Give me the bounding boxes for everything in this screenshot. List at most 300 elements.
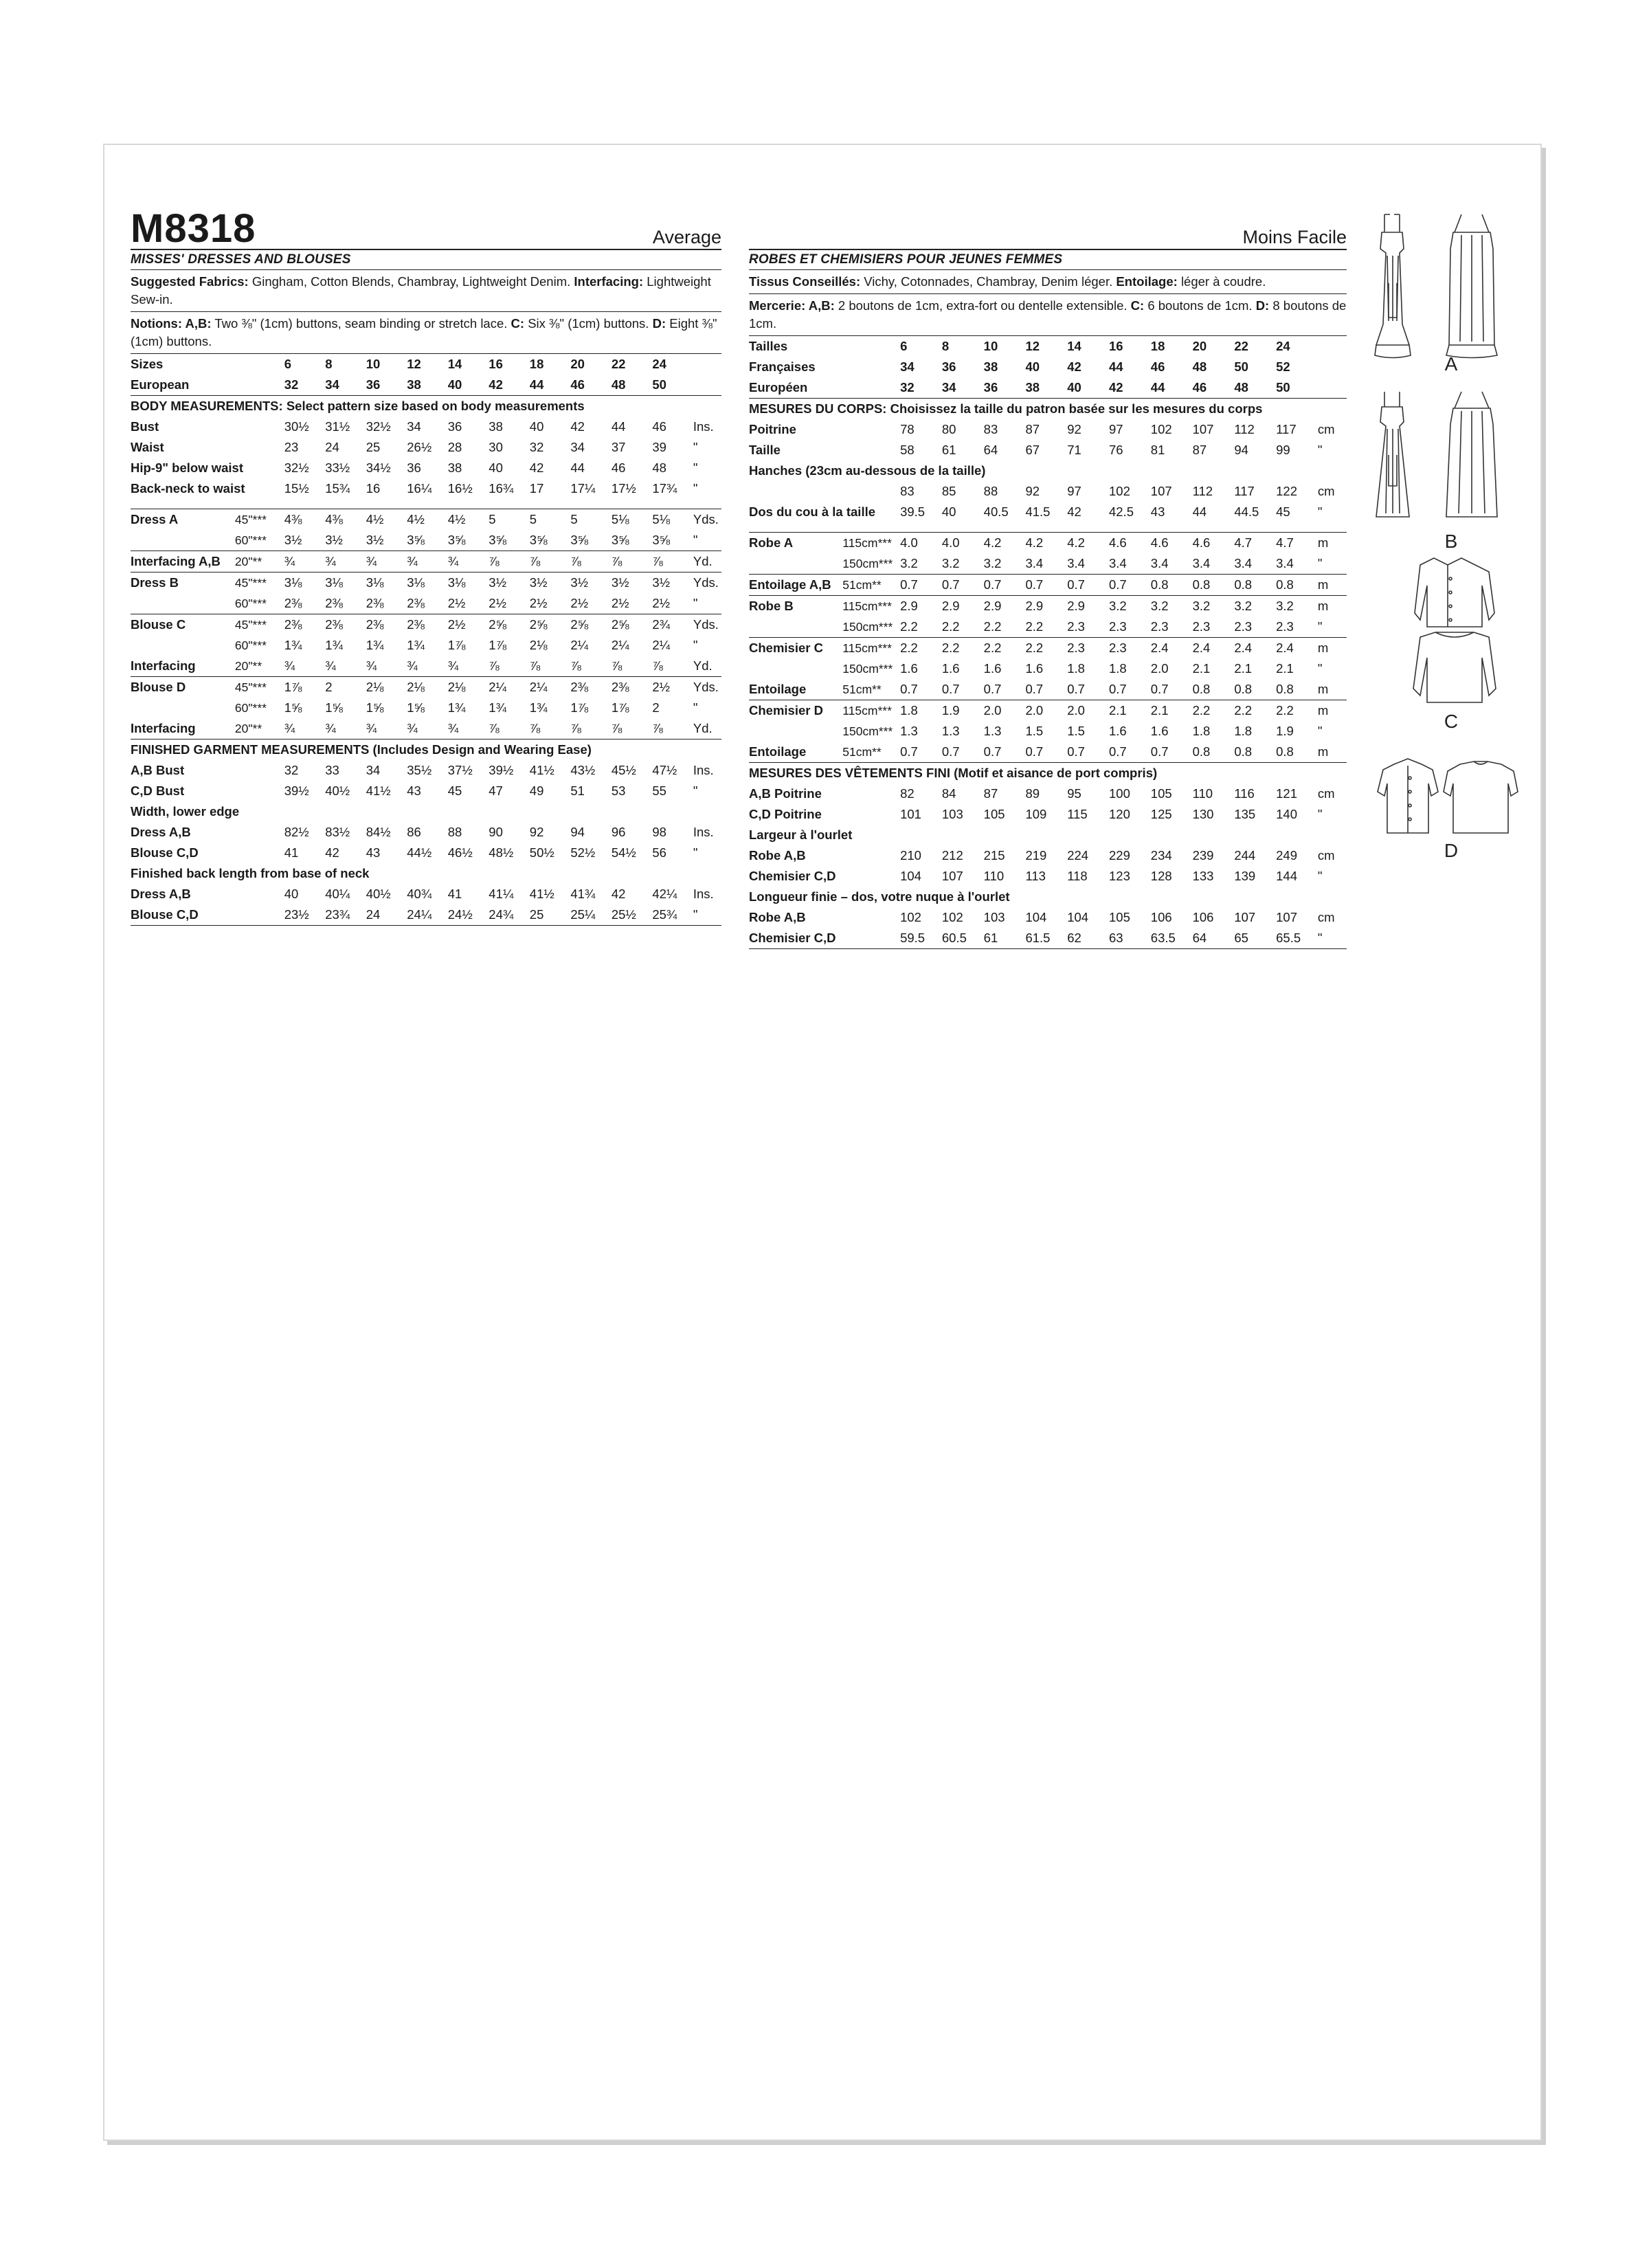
fr-finished-label: Largeur à l'ourlet <box>749 827 853 842</box>
fr-yardage-label <box>749 553 842 575</box>
fr-yardage-cell: 3.2 <box>1276 599 1294 613</box>
fr-yardage-row <box>749 553 1347 575</box>
en-yardage-table <box>131 677 721 740</box>
fr-yardage-cell: 0.7 <box>983 577 1002 592</box>
fr-size-cell: 6 <box>900 339 908 353</box>
fr-yardage-label: Robe B <box>749 599 794 613</box>
fr-yardage-cell: 0.7 <box>900 577 918 592</box>
fr-finished-cell: 229 <box>1109 848 1130 863</box>
en-yardage-cell: ⅞ <box>570 658 581 673</box>
fr-body-cell: 76 <box>1109 443 1123 457</box>
fr-yardage-cell: 3.2 <box>1234 599 1253 613</box>
fr-fabric-width: 115cm*** <box>842 704 892 718</box>
fr-yardage-unit: m <box>1317 744 1329 759</box>
fr-unit-cell <box>1318 336 1347 357</box>
notions-c-text: Six ⅜" (1cm) buttons. <box>528 316 649 331</box>
fr-finished-cell: 105 <box>983 807 1005 821</box>
fr-yardage-cell: 2.2 <box>900 641 918 655</box>
fr-size-cell: 14 <box>1067 339 1081 353</box>
en-yardage-cell: 3½ <box>611 575 629 590</box>
fr-size-row <box>749 336 1347 357</box>
en-size-label: Sizes <box>131 357 164 371</box>
fr-yardage-cell: 0.7 <box>1109 682 1127 696</box>
fr-yardage-cell: 2.3 <box>1234 619 1253 634</box>
en-yardage-label: Interfacing <box>131 658 196 673</box>
en-yardage-label <box>131 635 235 656</box>
fr-yardage-row <box>749 679 1347 700</box>
fr-yardage-row <box>749 742 1347 763</box>
fr-finished-cell: 210 <box>900 848 921 863</box>
en-yardage-cell: 1¾ <box>447 700 466 715</box>
view-c-back-sketch <box>1413 632 1496 702</box>
notions-text-fr: 2 boutons de 1cm, extra-fort ou dentelle extensible. <box>838 298 1128 313</box>
fr-size-cell: 46 <box>1192 380 1207 394</box>
en-yardage-cell: 2⅝ <box>489 617 506 632</box>
en-yardage-cell: ¾ <box>325 554 336 568</box>
en-yardage-cell: 2¼ <box>489 680 506 694</box>
en-yardage-cell: 1¾ <box>366 638 384 652</box>
fr-fabric-width: 115cm*** <box>842 536 892 550</box>
en-body-title: BODY MEASUREMENTS: Select pattern size based on body measurements <box>131 399 585 413</box>
fr-yardage-cell: 0.8 <box>1234 682 1253 696</box>
fr-yardage-cell: 2.2 <box>983 619 1002 634</box>
fr-size-cell: 52 <box>1276 359 1290 374</box>
en-yardage-cell: ¾ <box>325 721 336 735</box>
en-fabric-width: 45"*** <box>234 680 267 694</box>
fr-finished-unit: cm <box>1317 848 1335 863</box>
en-finished-cell: 39½ <box>489 763 514 777</box>
notions <box>131 312 721 354</box>
fr-yardage-cell: 2.9 <box>900 599 918 613</box>
en-yardage-row <box>131 656 721 677</box>
en-finished-cell: 47½ <box>652 763 677 777</box>
en-yardage-cell: ⅞ <box>611 658 622 673</box>
en-body-label: Hip-9" below waist <box>131 460 243 475</box>
en-finished-cell: 83½ <box>325 825 350 839</box>
en-body-cell: 34 <box>570 440 585 454</box>
fr-yardage-cell: 4.7 <box>1276 535 1294 550</box>
fr-unit-cell <box>1318 377 1347 399</box>
view-c-letter: C <box>1444 711 1459 732</box>
en-yardage-cell: ¾ <box>284 554 295 568</box>
fr-finished-unit: " <box>1317 807 1323 821</box>
en-yardage-cell: ¾ <box>284 658 295 673</box>
en-yardage-cell: 4⅜ <box>325 512 343 526</box>
fr-yardage-cell: 2.1 <box>1109 703 1127 718</box>
fr-finished-label: C,D Poitrine <box>749 807 822 821</box>
en-finished-cell: 53 <box>611 783 626 798</box>
en-yardage-row <box>131 509 721 530</box>
fr-yardage-cell: 2.9 <box>941 599 960 613</box>
fr-finished-cell: 100 <box>1109 786 1130 801</box>
en-yardage-cell: ¾ <box>447 554 459 568</box>
en-body-cell: 16¾ <box>489 481 514 496</box>
fr-body-cell: 71 <box>1067 443 1081 457</box>
en-finished-unit: " <box>693 907 698 922</box>
en-finished-cell: 40 <box>284 887 299 901</box>
en-size-cell: 42 <box>489 377 503 392</box>
en-body-cell: 32½ <box>366 419 391 434</box>
en-yardage-cell: 3⅝ <box>447 533 466 547</box>
en-body-unit: " <box>693 481 698 496</box>
fr-yardage-unit: m <box>1317 641 1329 655</box>
en-yardage-cell: ¾ <box>407 554 418 568</box>
en-fabric-width: 45"*** <box>234 618 267 632</box>
en-size-cell: 24 <box>652 357 666 371</box>
fr-size-cell: 22 <box>1234 339 1248 353</box>
fr-size-cell: 16 <box>1109 339 1123 353</box>
en-finished-cell: 43 <box>366 845 381 860</box>
en-yardage-row <box>131 614 721 635</box>
fr-body-table <box>749 399 1347 533</box>
fr-body-cell: 83 <box>900 484 915 498</box>
en-finished-cell: 35½ <box>407 763 432 777</box>
en-yardage-cell: 2½ <box>652 596 671 610</box>
en-finished-unit: " <box>693 783 698 798</box>
fr-finished-cell: 110 <box>983 869 1005 883</box>
en-yardage-label: Interfacing <box>131 721 196 735</box>
fr-finished-cell: 84 <box>941 786 956 801</box>
fr-size-cell: 50 <box>1276 380 1290 394</box>
en-yardage-label: Dress B <box>131 575 179 590</box>
en-body-cell: 39 <box>652 440 666 454</box>
fr-body-cell: 117 <box>1276 422 1297 436</box>
fr-finished-cell: 110 <box>1192 786 1213 801</box>
en-yardage-cell: 1¾ <box>284 638 302 652</box>
en-yardage-cell: 2⅜ <box>325 617 343 632</box>
en-yardage-cell: 1⅝ <box>407 700 425 715</box>
fr-yardage-unit: " <box>1317 661 1323 676</box>
en-body-label: Back-neck to waist <box>131 481 245 496</box>
en-finished-unit: Ins. <box>693 825 714 839</box>
fr-size-cell: 44 <box>1109 359 1123 374</box>
en-body-cell: 44 <box>570 460 585 475</box>
en-finished-cell: 49 <box>529 783 544 798</box>
en-yardage-unit: Yd. <box>693 721 713 735</box>
french-tables <box>749 336 1347 949</box>
en-yardage-cell: 1¾ <box>529 700 548 715</box>
en-body-cell: 36 <box>407 460 421 475</box>
en-finished-cell: 51 <box>570 783 585 798</box>
fr-size-label: Françaises <box>749 359 816 374</box>
en-finished-cell: 43 <box>407 783 421 798</box>
fr-finished-cell: 106 <box>1192 910 1214 924</box>
fr-yardage-cell: 2.4 <box>1276 641 1294 655</box>
fr-finished-cell: 103 <box>983 910 1005 924</box>
en-yardage-cell: 3⅛ <box>284 575 302 590</box>
en-yardage-cell: 2½ <box>570 596 589 610</box>
fr-yardage-cell: 0.8 <box>1276 744 1294 759</box>
english-tables <box>131 354 721 926</box>
fr-yardage-cell: 0.8 <box>1234 577 1253 592</box>
fr-fabric-width: 150cm*** <box>842 662 893 676</box>
en-body-unit: " <box>693 460 698 475</box>
en-finished-cell: 48½ <box>489 845 514 860</box>
en-body-cell: 17½ <box>611 481 636 496</box>
fr-yardage-cell: 1.3 <box>900 724 918 738</box>
fr-yardage-cell: 0.7 <box>1150 744 1169 759</box>
en-yardage-cell: ⅞ <box>489 721 500 735</box>
en-yardage-cell: 3½ <box>652 575 671 590</box>
fr-body-cell: 94 <box>1234 443 1248 457</box>
en-body-cell: 16¼ <box>407 481 432 496</box>
en-body-table <box>131 396 721 509</box>
fr-finished-cell: 61 <box>983 931 998 945</box>
fr-yardage-cell: 0.7 <box>1025 744 1044 759</box>
fr-yardage-row <box>749 575 1347 596</box>
en-yardage-cell: 3⅛ <box>325 575 343 590</box>
fr-yardage-row <box>749 700 1347 721</box>
en-yardage-cell: 2⅛ <box>447 680 466 694</box>
view-b-back-sketch <box>1446 392 1497 517</box>
fr-finished-cell: 130 <box>1192 807 1214 821</box>
fr-yardage-table <box>749 700 1347 763</box>
fr-finished-cell: 139 <box>1234 869 1256 883</box>
fr-yardage-cell: 4.0 <box>900 535 918 550</box>
fr-size-cell: 24 <box>1276 339 1290 353</box>
fr-body-cell: 102 <box>1109 484 1130 498</box>
en-yardage-unit: " <box>693 596 698 610</box>
fr-yardage-cell: 0.7 <box>1109 744 1127 759</box>
fr-body-cell: 107 <box>1150 484 1172 498</box>
fr-yardage-cell: 0.7 <box>1109 577 1127 592</box>
en-yardage-cell: 2¼ <box>652 638 671 652</box>
en-yardage-cell: 2½ <box>447 617 466 632</box>
en-yardage-cell: 2⅜ <box>284 617 302 632</box>
en-finished-cell: 23½ <box>284 907 309 922</box>
en-body-cell: 32 <box>529 440 544 454</box>
en-finished-cell: 42 <box>611 887 626 901</box>
fr-yardage-cell: 3.4 <box>1234 556 1253 570</box>
en-yardage-cell: 3⅝ <box>611 533 629 547</box>
fr-yardage-cell: 1.8 <box>900 703 918 718</box>
fr-spacer-cell <box>749 522 1347 533</box>
fr-body-cell: 61 <box>941 443 956 457</box>
fr-unit-cell <box>1318 357 1347 377</box>
fr-finished-cell: 125 <box>1150 807 1172 821</box>
english-column <box>131 208 721 926</box>
fr-yardage-row <box>749 658 1347 679</box>
fr-finished-cell: 123 <box>1109 869 1130 883</box>
en-yardage-row <box>131 718 721 740</box>
en-yardage-cell: 3⅝ <box>570 533 589 547</box>
en-body-cell: 33½ <box>325 460 350 475</box>
en-finished-cell: 45 <box>447 783 462 798</box>
en-finished-cell: 25¾ <box>652 907 677 922</box>
en-finished-row <box>131 904 721 926</box>
en-finished-cell: 24¾ <box>489 907 514 922</box>
fr-size-cell: 42 <box>1109 380 1123 394</box>
fr-body-cell: 42 <box>1067 504 1081 519</box>
fr-body-cell: 107 <box>1192 422 1214 436</box>
fr-size-cell: 38 <box>983 359 998 374</box>
fr-yardage-label: Entoilage <box>749 744 807 759</box>
en-yardage-cell: 3½ <box>366 533 384 547</box>
en-yardage-cell: ⅞ <box>529 721 541 735</box>
en-yardage-label <box>131 530 235 551</box>
en-yardage-cell: ⅞ <box>529 658 541 673</box>
fr-yardage-cell: 0.8 <box>1276 577 1294 592</box>
en-yardage-cell: 3½ <box>570 575 589 590</box>
fr-finished-cell: 244 <box>1234 848 1256 863</box>
fr-finished-cell: 128 <box>1150 869 1172 883</box>
fr-finished-cell: 212 <box>941 848 963 863</box>
en-yardage-cell: 3⅝ <box>489 533 506 547</box>
view-b-letter: B <box>1444 531 1458 552</box>
en-yardage-cell: 2½ <box>529 596 548 610</box>
en-yardage-cell: ¾ <box>447 721 459 735</box>
en-yardage-unit: " <box>693 638 698 652</box>
en-body-cell: 44 <box>611 419 626 434</box>
en-size-cell: 6 <box>284 357 291 371</box>
en-yardage-cell: 2⅜ <box>407 596 425 610</box>
fr-body-cell: 43 <box>1150 504 1165 519</box>
en-finished-cell: 40½ <box>366 887 391 901</box>
fr-finished-cell: 63 <box>1109 931 1123 945</box>
en-yardage-cell: ⅞ <box>611 721 622 735</box>
fr-body-cell: 58 <box>900 443 915 457</box>
fr-yardage-cell: 4.2 <box>1067 535 1085 550</box>
en-finished-cell: 88 <box>447 825 462 839</box>
en-finished-label: Blouse C,D <box>131 907 199 922</box>
en-body-label: Waist <box>131 440 164 454</box>
en-finished-unit: " <box>693 845 698 860</box>
en-size-row <box>131 354 721 375</box>
en-finished-cell: 40¾ <box>407 887 432 901</box>
en-body-cell: 34½ <box>366 460 391 475</box>
fr-finished-cell: 105 <box>1109 910 1130 924</box>
tissus-conseilles <box>749 270 1347 294</box>
view-c-front-sketch <box>1415 558 1494 627</box>
en-yardage-cell: 2¾ <box>652 617 671 632</box>
en-finished-row <box>131 760 721 781</box>
en-yardage-cell: 2⅜ <box>570 680 589 694</box>
fr-finished-cell: 107 <box>1276 910 1297 924</box>
fr-body-cell: 44 <box>1192 504 1207 519</box>
en-body-label: Bust <box>131 419 159 434</box>
garment-sketches <box>1372 208 1530 1025</box>
en-finished-cell: 41 <box>284 845 299 860</box>
en-body-cell: 38 <box>447 460 462 475</box>
fr-yardage-row <box>749 616 1347 638</box>
en-yardage-cell: 5⅛ <box>611 512 629 526</box>
en-finished-cell: 52½ <box>570 845 596 860</box>
en-yardage-unit: Yds. <box>693 512 719 526</box>
fr-finished-cell: 140 <box>1276 807 1297 821</box>
en-yardage-cell: 2⅜ <box>611 680 629 694</box>
en-yardage-label: Dress A <box>131 512 179 526</box>
fr-finished-cell: 109 <box>1025 807 1047 821</box>
fr-yardage-cell: 2.3 <box>1276 619 1294 634</box>
fr-body-unit: cm <box>1317 422 1335 436</box>
en-yardage-cell: 2⅜ <box>284 596 302 610</box>
fr-body-label: Dos du cou à la taille <box>749 504 876 519</box>
fr-finished-row <box>749 845 1347 866</box>
en-yardage-cell: 5 <box>489 512 496 526</box>
fr-yardage-cell: 3.2 <box>1150 599 1169 613</box>
fr-body-cell: 87 <box>1192 443 1207 457</box>
fr-yardage-label: Chemisier C <box>749 641 823 655</box>
en-yardage-cell: 1⅞ <box>570 700 589 715</box>
en-sizes-table <box>131 354 721 396</box>
en-size-cell: 46 <box>570 377 585 392</box>
en-fabric-width: 20"** <box>234 722 262 735</box>
fr-yardage-unit: m <box>1317 535 1329 550</box>
en-body-cell: 15½ <box>284 481 309 496</box>
en-finished-row <box>131 822 721 843</box>
fr-fabric-width: 51cm** <box>842 745 882 759</box>
fr-yardage-cell: 2.1 <box>1276 661 1294 676</box>
fr-body-cell: 112 <box>1192 484 1213 498</box>
en-yardage-cell: ⅞ <box>652 658 663 673</box>
en-yardage-cell: ⅞ <box>652 721 663 735</box>
en-fabric-width: 45"*** <box>234 513 267 526</box>
en-yardage-cell: 1⅞ <box>284 680 302 694</box>
en-yardage-row <box>131 593 721 614</box>
fr-yardage-row <box>749 721 1347 742</box>
fr-yardage-cell: 0.7 <box>941 682 960 696</box>
en-finished-cell: 55 <box>652 783 666 798</box>
fr-yardage-cell: 1.6 <box>900 661 918 676</box>
en-yardage-table <box>131 614 721 677</box>
en-finished-title: FINISHED GARMENT MEASUREMENTS (Includes Design and Wearing Ease) <box>131 742 592 757</box>
fr-body-unit: " <box>1317 504 1323 519</box>
fr-yardage-cell: 1.8 <box>1192 724 1211 738</box>
en-yardage-cell: 2¼ <box>529 680 548 694</box>
en-finished-cell: 37½ <box>447 763 473 777</box>
en-yardage-cell: 2⅝ <box>529 617 548 632</box>
fr-body-cell: 78 <box>900 422 915 436</box>
en-yardage-cell: 2 <box>652 700 660 715</box>
en-finished-label: A,B Bust <box>131 763 185 777</box>
fr-body-cell: 99 <box>1276 443 1290 457</box>
en-yardage-cell: ¾ <box>407 721 418 735</box>
fr-finished-row <box>749 887 1347 907</box>
en-body-cell: 32½ <box>284 460 309 475</box>
fr-yardage-cell: 0.8 <box>1276 682 1294 696</box>
french-title: ROBES ET CHEMISIERS POUR JEUNES FEMMES <box>749 250 1347 270</box>
fr-yardage-cell: 2.0 <box>1150 661 1169 676</box>
en-size-row <box>131 375 721 396</box>
fr-yardage-cell: 2.3 <box>1109 619 1127 634</box>
fr-body-row <box>749 502 1347 522</box>
en-yardage-row <box>131 677 721 698</box>
en-finished-cell: 84½ <box>366 825 391 839</box>
fr-yardage-table <box>749 533 1347 575</box>
fr-yardage-cell: 2.0 <box>1067 703 1085 718</box>
interfacing-label-fr: Entoilage: <box>1116 274 1178 289</box>
fr-body-cell: 64 <box>983 443 998 457</box>
en-body-cell: 34 <box>407 419 421 434</box>
fr-finished-row <box>749 804 1347 825</box>
fr-body-label: Poitrine <box>749 422 796 436</box>
fr-yardage-label <box>749 658 842 679</box>
fr-finished-cell: 113 <box>1025 869 1046 883</box>
en-finished-cell: 40¼ <box>325 887 350 901</box>
en-finished-row <box>131 781 721 801</box>
en-yardage-cell: 1¾ <box>325 638 343 652</box>
en-yardage-cell: 4½ <box>447 512 466 526</box>
en-finished-row <box>131 884 721 904</box>
en-body-cell: 37 <box>611 440 626 454</box>
fr-yardage-cell: 2.4 <box>1234 641 1253 655</box>
en-size-cell: 32 <box>284 377 299 392</box>
en-size-cell: 36 <box>366 377 381 392</box>
notions-label-fr: Mercerie: A,B: <box>749 298 835 313</box>
fr-yardage-cell: 3.4 <box>1276 556 1294 570</box>
french-header <box>749 208 1347 250</box>
difficulty-level: Average <box>652 227 721 247</box>
